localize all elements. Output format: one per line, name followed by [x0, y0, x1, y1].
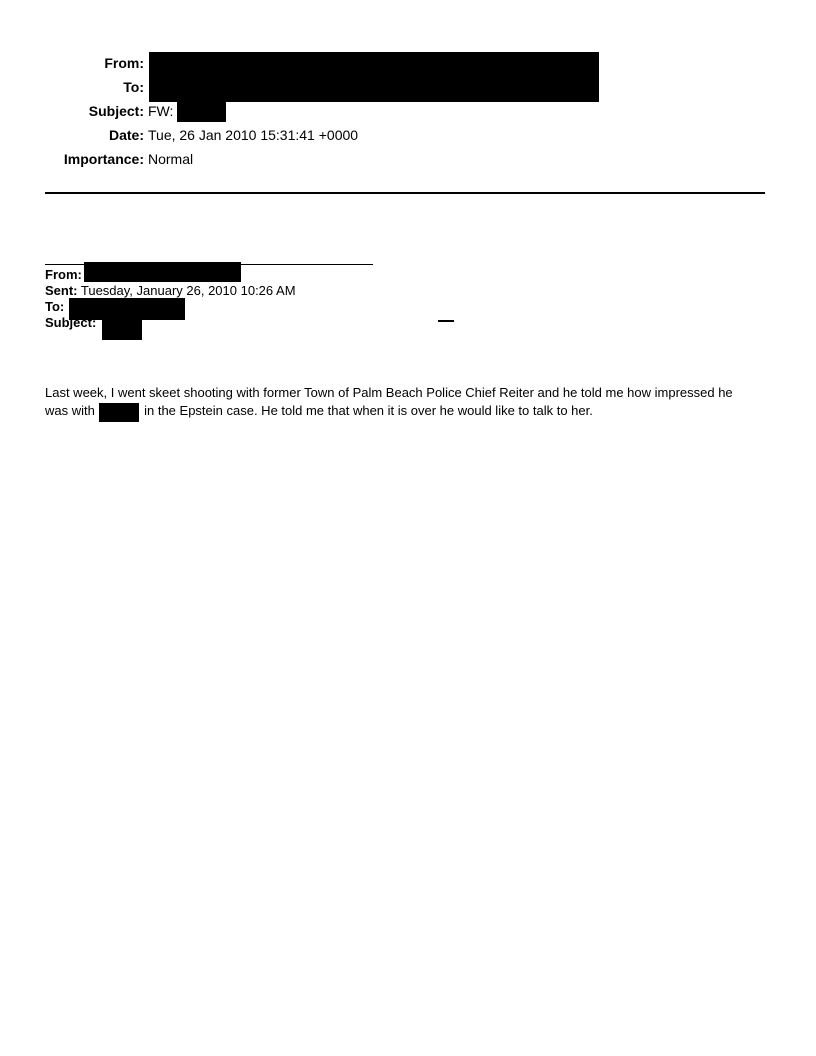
header-subject-prefix: FW:	[148, 103, 174, 119]
body-line-2-start: was with	[45, 403, 95, 418]
header-to-label: To:	[123, 79, 144, 95]
forwarded-subject-label: Subject:	[45, 315, 97, 330]
forwarded-to-line	[45, 299, 64, 315]
forwarded-sent-value: Tuesday, January 26, 2010 10:26 AM	[80, 283, 296, 298]
forwarded-from-line	[45, 267, 82, 283]
body-line-2	[45, 402, 765, 420]
redaction-body-name	[99, 403, 139, 422]
header-date-label: Date:	[108, 127, 144, 143]
redaction-forwarded-subject	[102, 319, 142, 340]
header-from-label: From:	[104, 55, 144, 71]
redaction-forwarded-from	[84, 262, 241, 282]
forwarded-from-label: From:	[45, 267, 82, 282]
forwarded-sent-line	[45, 283, 296, 299]
header-subject-label: Subject:	[88, 103, 144, 119]
header-importance-label: Importance:	[63, 151, 144, 167]
redaction-subject	[177, 101, 226, 122]
forwarded-to-label: To:	[45, 299, 65, 314]
body-line-2-end: in the Epstein case. He told me that when it is over he would like to talk to her.	[144, 403, 593, 418]
body-line-1: Last week, I went skeet shooting with former Town of Palm Beach Police Chief Reiter and he told me how impressed he	[45, 385, 733, 400]
redaction-from-to	[149, 52, 599, 102]
forwarded-subject-line	[45, 315, 96, 331]
dash-mark	[438, 320, 454, 322]
forwarded-sent-label: Sent:	[45, 283, 78, 298]
header-divider	[45, 192, 765, 194]
header-date-value: Tue, 26 Jan 2010 15:31:41 +0000	[148, 127, 359, 143]
header-importance-value: Normal	[148, 151, 194, 167]
